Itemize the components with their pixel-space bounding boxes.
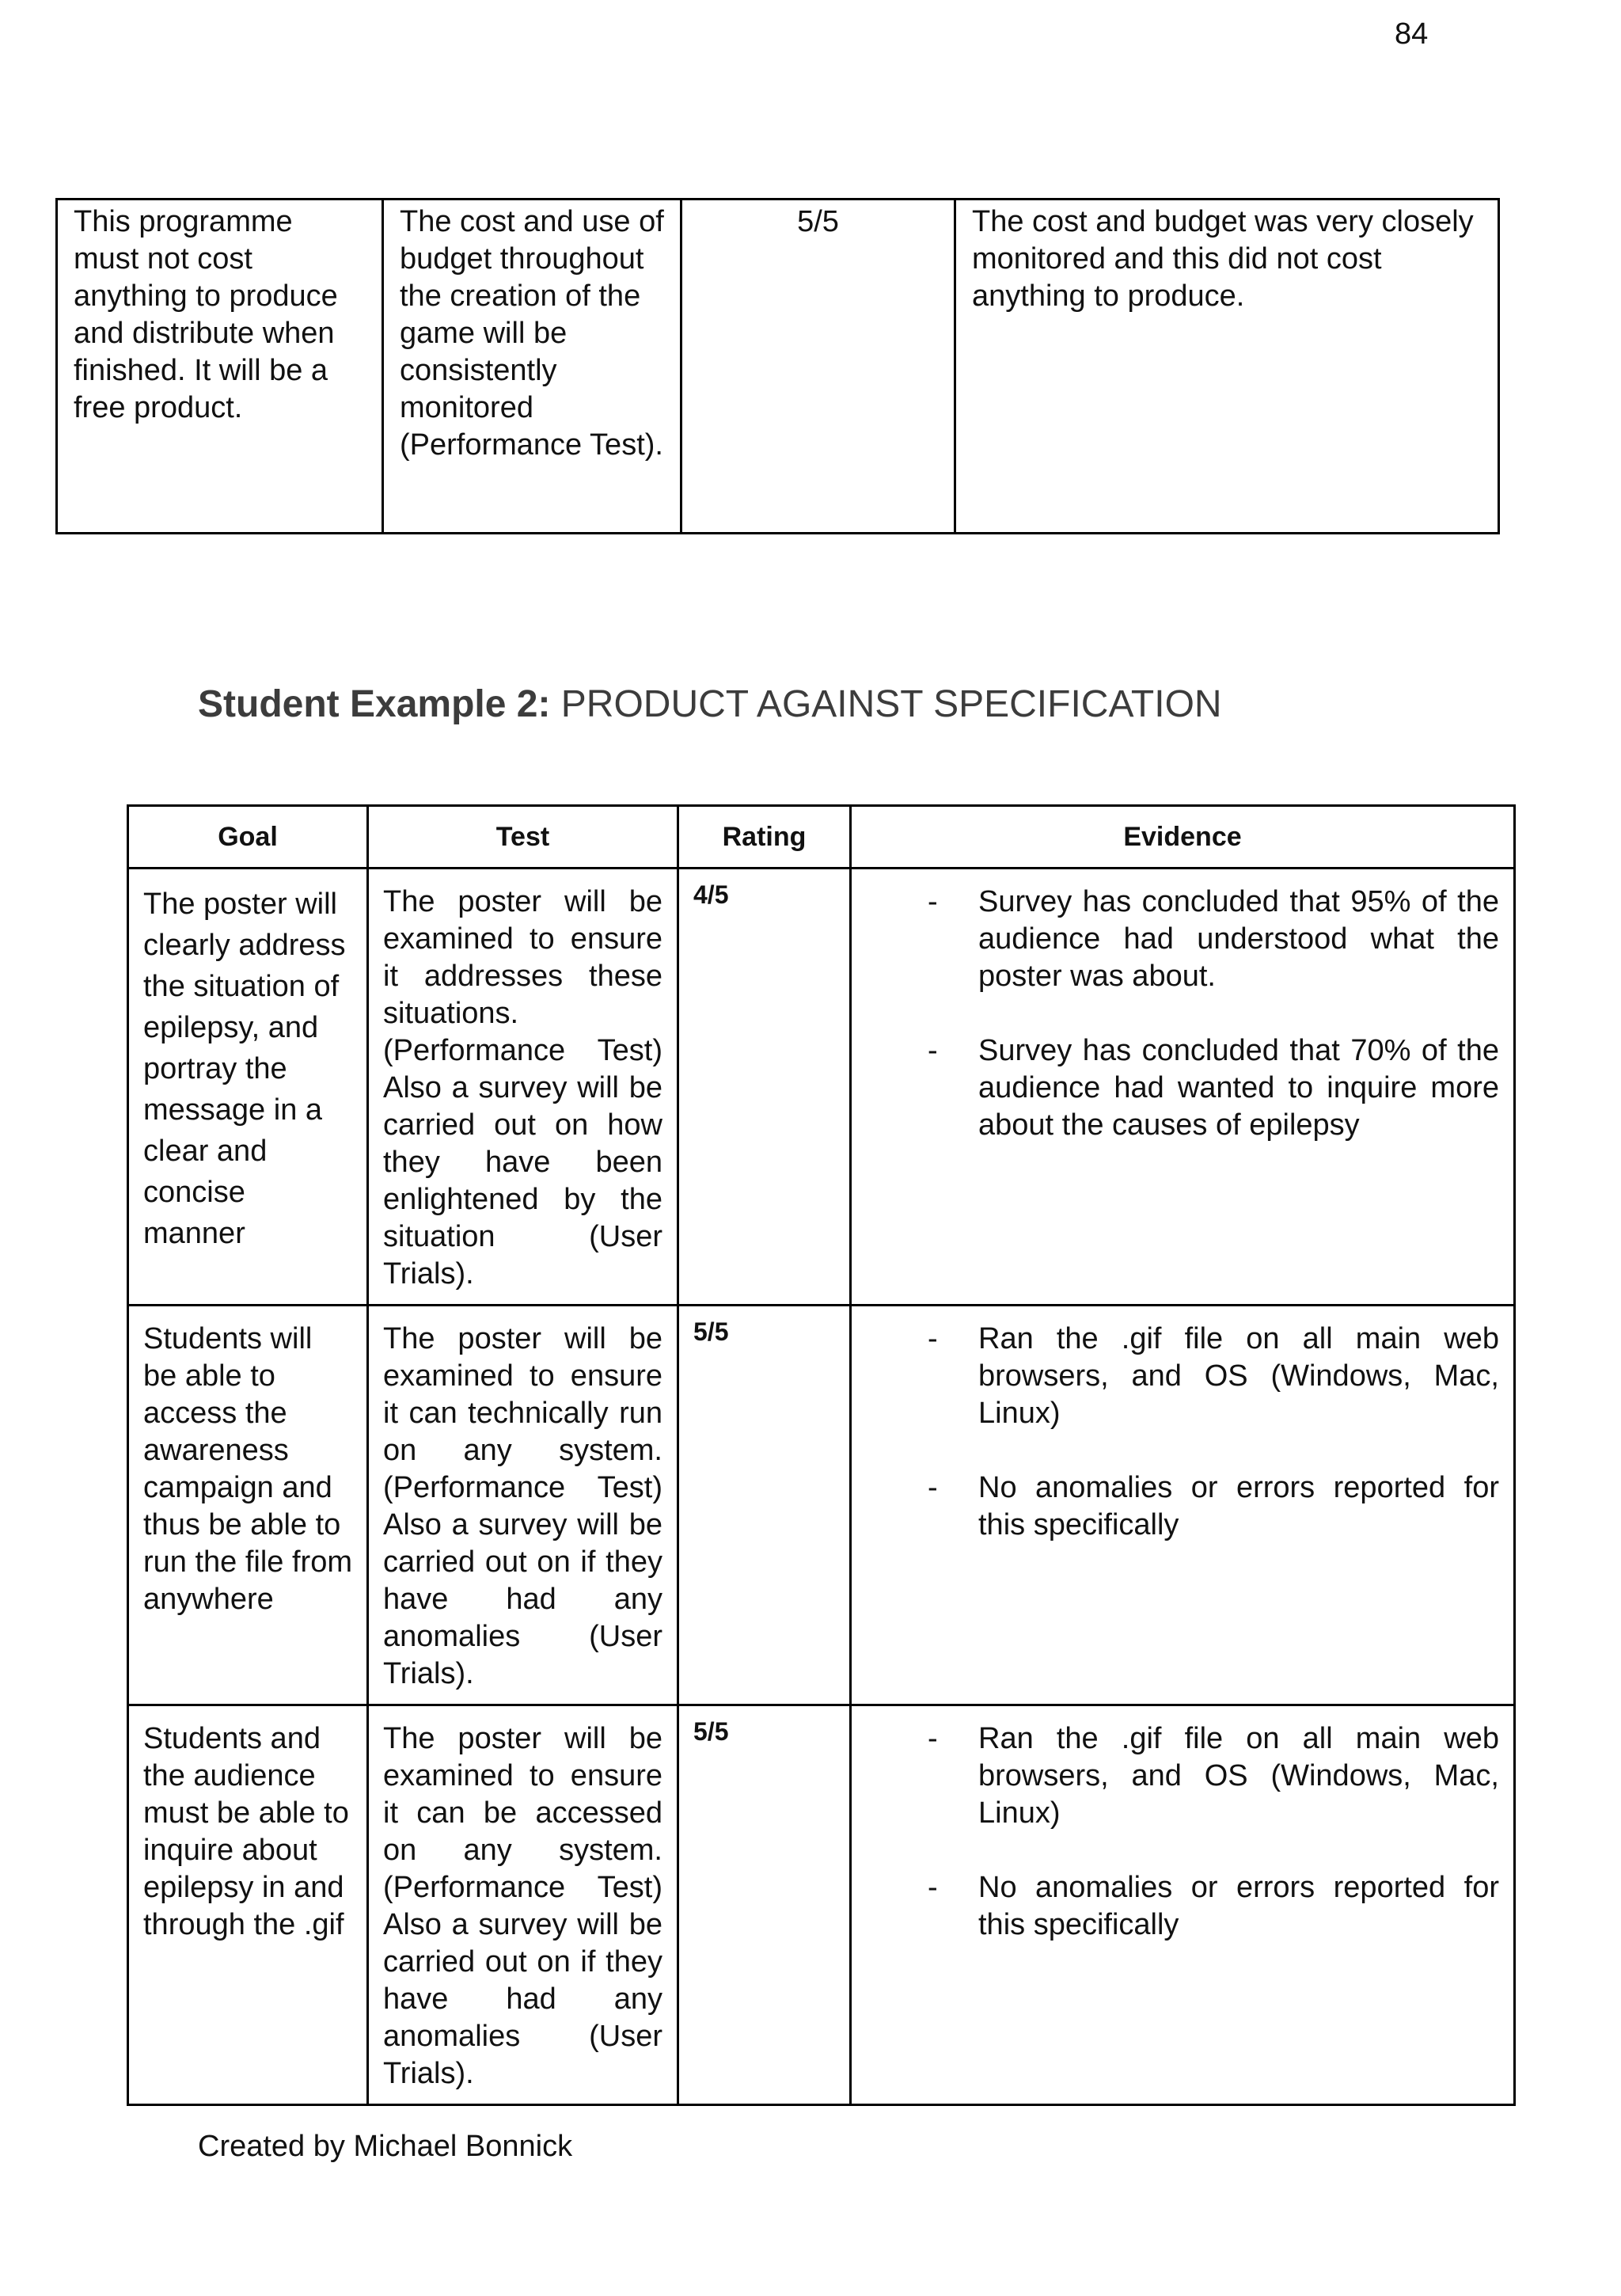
evidence-list <box>866 1321 1499 1544</box>
evidence-text: Ran the .gif file on all main web browsers, and OS (Windows, Mac, Linux) <box>978 1722 1499 1830</box>
evidence-cell <box>851 1705 1515 2105</box>
column-header-rating: Rating <box>678 806 851 869</box>
evidence-item <box>866 1032 1499 1144</box>
section-heading-label: Student Example 2: <box>198 683 551 725</box>
evidence-item <box>866 884 1499 995</box>
bullet-dash: - <box>928 1471 938 1504</box>
goal-cell: Students will be able to access the awareness campaign and thus be able to run the file from anywhere <box>128 1306 368 1705</box>
page-number: 84 <box>1395 17 1429 51</box>
rating-cell: 5/5 <box>681 200 955 534</box>
bullet-dash: - <box>928 885 938 918</box>
footer-credit: Created by Michael Bonnick <box>198 2130 573 2163</box>
evidence-text: No anomalies or errors reported for this specifically <box>978 1871 1499 1941</box>
table-row <box>57 200 1499 534</box>
evidence-list <box>866 884 1499 1144</box>
table-row <box>128 1705 1515 2105</box>
column-header-evidence: Evidence <box>851 806 1515 869</box>
section-heading-title: PRODUCT AGAINST SPECIFICATION <box>550 683 1222 725</box>
test-cell: The poster will be examined to ensure it can technically run on any system. (Performance Test) Also a survey will be carried out on if they have had any anomalies (User Trials). <box>368 1306 678 1705</box>
column-header-test: Test <box>368 806 678 869</box>
table-row <box>128 869 1515 1306</box>
table-header-row <box>128 806 1515 869</box>
rating-cell: 4/5 <box>678 869 851 1306</box>
test-cell: The poster will be examined to ensure it addresses these situations. (Performance Test) Also a survey will be carried out on how they have been enlightened by the situation (User Trials). <box>368 869 678 1306</box>
evidence-item <box>866 1720 1499 1832</box>
rating-cell: 5/5 <box>678 1306 851 1705</box>
evidence-cell <box>851 869 1515 1306</box>
rating-cell: 5/5 <box>678 1705 851 2105</box>
bullet-dash: - <box>928 1322 938 1355</box>
goal-cell: The poster will clearly address the situation of epilepsy, and portray the message in a clear and concise manner <box>128 869 368 1306</box>
evidence-list <box>866 1720 1499 1944</box>
bullet-dash: - <box>928 1034 938 1067</box>
evidence-item <box>866 1321 1499 1432</box>
bullet-dash: - <box>928 1871 938 1904</box>
table-row <box>128 1306 1515 1705</box>
evidence-text: Survey has concluded that 95% of the audience had understood what the poster was about. <box>978 885 1499 993</box>
section-heading <box>198 682 1222 726</box>
evidence-cell <box>851 1306 1515 1705</box>
evidence-item <box>866 1469 1499 1544</box>
product-spec-table <box>127 804 1516 2106</box>
column-header-goal: Goal <box>128 806 368 869</box>
top-spec-table <box>55 198 1500 534</box>
evidence-cell: The cost and budget was very closely monitored and this did not cost anything to produce. <box>955 200 1499 534</box>
bullet-dash: - <box>928 1722 938 1755</box>
goal-cell: Students and the audience must be able to inquire about epilepsy in and through the .gif <box>128 1705 368 2105</box>
test-cell: The cost and use of budget throughout the creation of the game will be consistently monitored (Performance Test). <box>383 200 681 534</box>
evidence-text: Survey has concluded that 70% of the audience had wanted to inquire more about the causes of epilepsy <box>978 1034 1499 1142</box>
evidence-text: Ran the .gif file on all main web browsers, and OS (Windows, Mac, Linux) <box>978 1322 1499 1430</box>
goal-cell: This programme must not cost anything to produce and distribute when finished. It will be a free product. <box>57 200 383 534</box>
evidence-item <box>866 1869 1499 1944</box>
test-cell: The poster will be examined to ensure it can be accessed on any system. (Performance Test) Also a survey will be carried out on if they have had any anomalies (User Trials). <box>368 1705 678 2105</box>
evidence-text: No anomalies or errors reported for this specifically <box>978 1471 1499 1541</box>
